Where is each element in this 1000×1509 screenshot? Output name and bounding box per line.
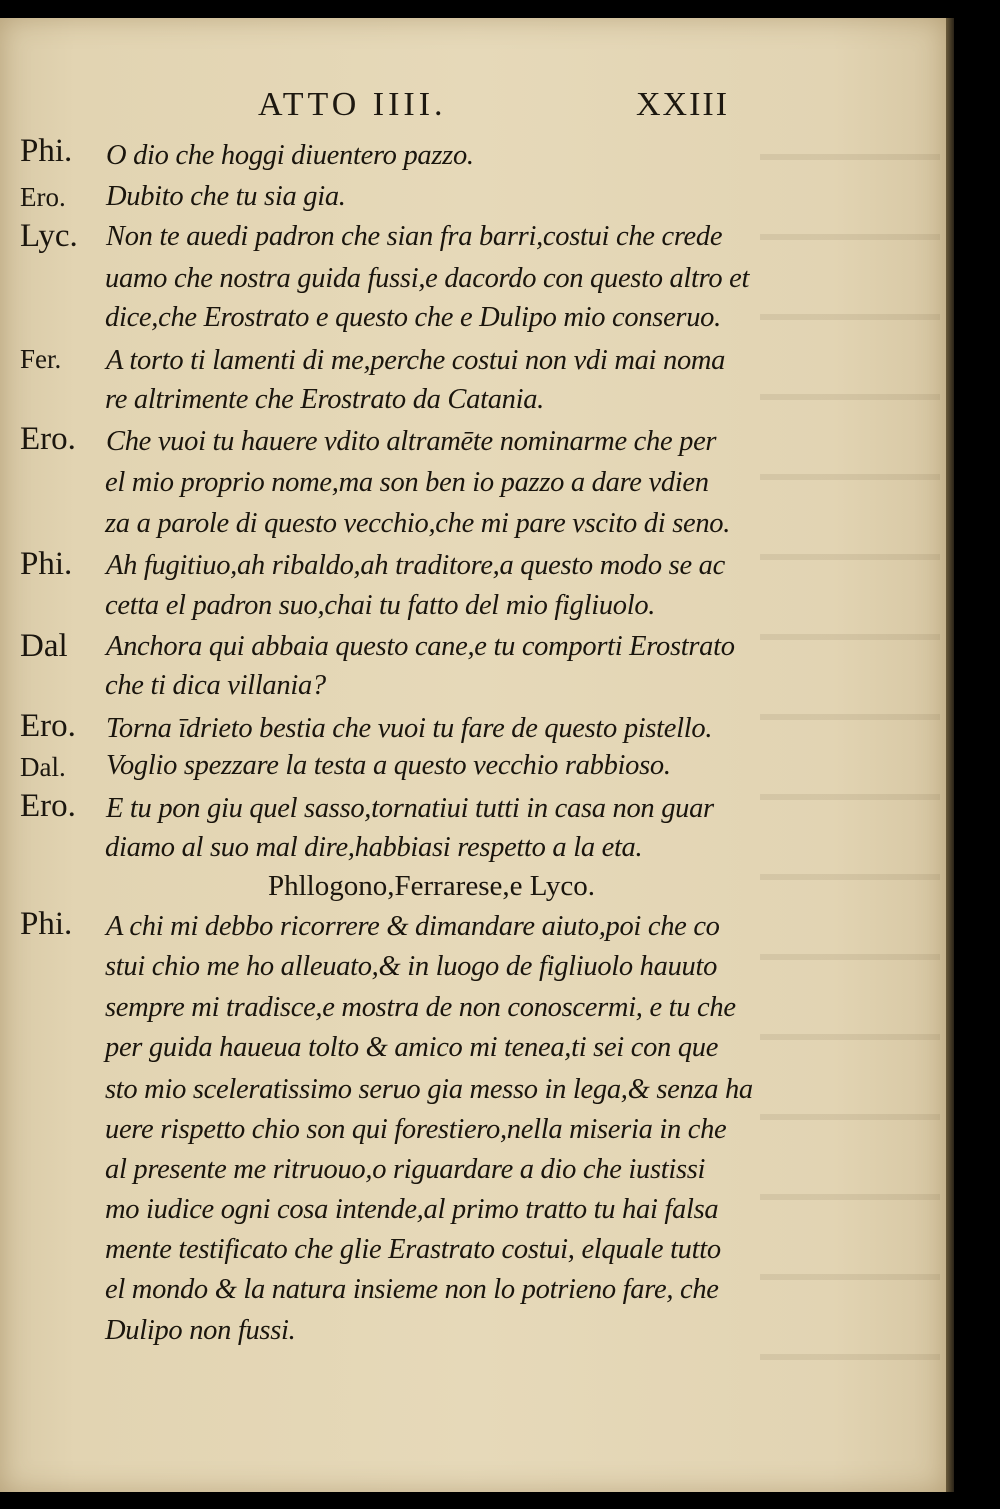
speech-line: A chi mi debbo ricorrere & dimandare aiuto,poi che co [106,911,720,942]
speech-line: za a parole di questo vecchio,che mi pare vscito di seno. [105,508,731,539]
speech-line: A torto ti lamenti di me,perche costui non vdi mai noma [106,345,726,376]
speech-line: re altrimente che Erostrato da Catania. [105,384,544,415]
speech-line: el mondo & la natura insieme non lo potrieno fare, che [105,1274,719,1305]
speech-line: Che vuoi tu hauere vdito altramēte nominarme che per [106,426,717,457]
speaker-label: Ero. [20,421,76,457]
speaker-label: Dal [20,628,68,664]
speech-line: cetta el padron suo,chai tu fatto del mio figliuolo. [105,590,656,621]
speech-line: Dubito che tu sia gia. [106,181,346,212]
speech-line: che ti dica villania? [105,670,326,701]
speech-line: Anchora qui abbaia questo cane,e tu comporti Erostrato [106,631,735,662]
speech-line: Non te auedi padron che sian fra barri,costui che crede [106,221,723,252]
speech-line: sempre mi tradisce,e mostra de non conoscermi, e tu che [105,992,736,1023]
speech-line: stui chio me ho alleuato,& in luogo de figliuolo hauuto [105,951,718,982]
speaker-label: Ero. [20,788,76,824]
running-head-act: ATTO IIII. [258,86,447,123]
speaker-label: Phi. [20,906,73,942]
speech-line: al presente me ritruouo,o riguardare a dio che iustissi [105,1154,706,1185]
speech-line: Dulipo non fussi. [105,1315,296,1346]
book-page [0,18,946,1492]
speech-line: O dio che hoggi diuentero pazzo. [106,140,474,171]
speech-line: dice,che Erostrato e questo che e Dulipo mio conseruo. [105,302,721,333]
speaker-label: Phi. [20,546,73,582]
speaker-label: Dal. [20,752,66,782]
speech-line: uere rispetto chio son qui forestiero,nella miseria in che [105,1114,727,1145]
speech-line: mo iudice ogni cosa intende,al primo tratto tu hai falsa [105,1194,719,1225]
speech-line: E tu pon giu quel sasso,tornatiui tutti in casa non guar [106,793,714,824]
folio-number: XXIII [636,86,730,123]
scene-heading: Phllogono,Ferrarese,e Lyco. [268,870,595,902]
speech-line: sto mio sceleratissimo seruo gia messo in lega,& senza ha [105,1074,753,1105]
speech-line: per guida haueua tolto & amico mi tenea,ti sei con que [105,1032,719,1063]
speaker-label: Phi. [20,133,73,169]
speech-line: el mio proprio nome,ma son ben io pazzo a dare vdien [105,467,709,498]
page-edge [946,18,954,1492]
speech-line: Voglio spezzare la testa a questo vecchio rabbioso. [106,750,671,781]
speaker-label: Ero. [20,708,76,744]
speech-line: mente testificato che glie Erastrato costui, elquale tutto [105,1234,721,1265]
speaker-label: Fer. [20,344,62,374]
speech-line: uamo che nostra guida fussi,e dacordo con questo altro et [105,263,750,294]
speech-line: diamo al suo mal dire,habbiasi respetto a la eta. [105,832,643,863]
speech-line: Ah fugitiuo,ah ribaldo,ah traditore,a questo modo se ac [106,550,725,581]
speech-line: Torna īdrieto bestia che vuoi tu fare de questo pistello. [106,713,713,744]
speaker-label: Ero. [20,182,66,212]
bleed-through-texture [760,108,940,1408]
speaker-label: Lyc. [20,218,78,254]
